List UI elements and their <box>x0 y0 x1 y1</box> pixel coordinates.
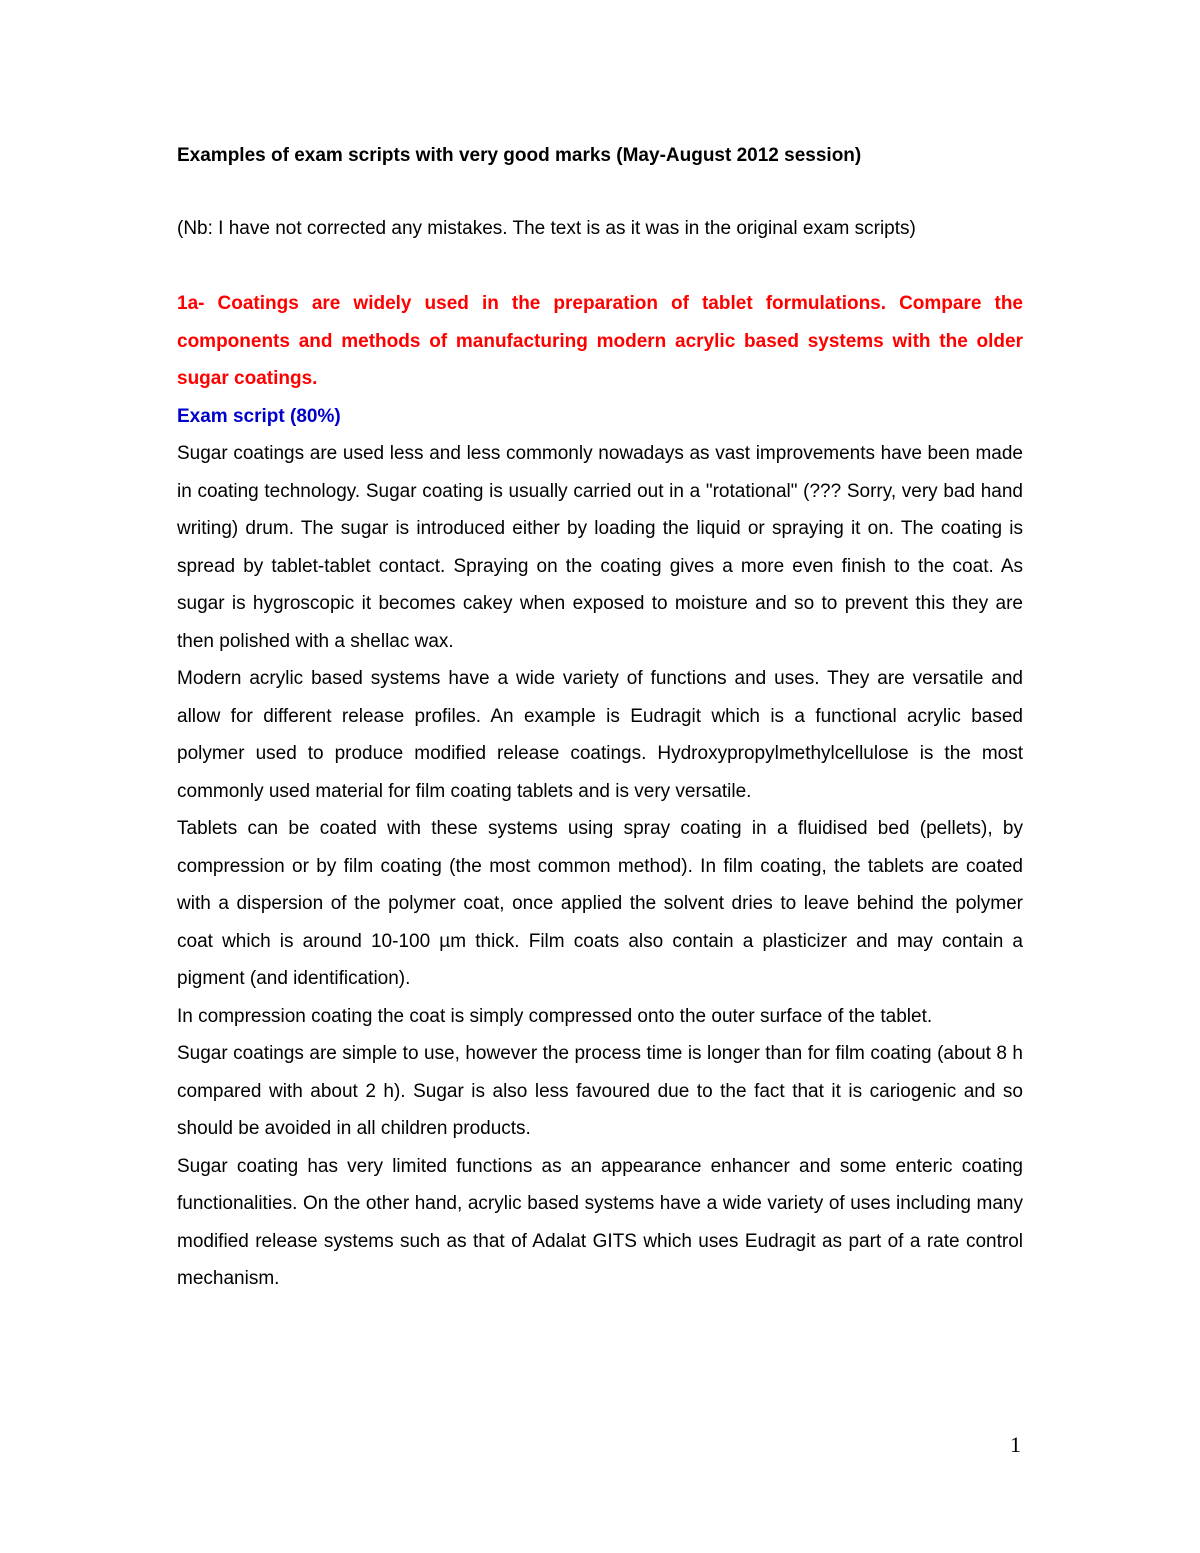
page-content <box>177 138 1023 1298</box>
editor-note: (Nb: I have not corrected any mistakes. The text is as it was in the original exam scripts) <box>177 218 916 239</box>
answer-paragraph: Tablets can be coated with these systems using spray coating in a fluidised bed (pellets), by compression or by film coating (the most common method). In film coating, the tablets are coated with a dispersion of the polymer coat, once applied the solvent dries to leave behind the polymer coat which is around 10-100 µm thick. Film coats also contain a plasticizer and may contain a pigment (and identification). <box>177 818 1023 989</box>
answer-paragraph: Modern acrylic based systems have a wide variety of functions and uses. They are versatile and allow for different release profiles. An example is Eudragit which is a functional acrylic based polymer used to produce modified release coatings. Hydroxypropylmethylcellulose is the most commonly used material for film coating tablets and is very versatile. <box>177 668 1023 802</box>
exam-script-heading: Exam script (80%) <box>177 405 341 427</box>
answer-paragraph: Sugar coating has very limited functions as an appearance enhancer and some enteric coating functionalities. On the other hand, acrylic based systems have a wide variety of uses including many modified release systems such as that of Adalat GITS which uses Eudragit as part of a rate control mechanism. <box>177 1155 1023 1289</box>
page-number: 1 <box>1010 1432 1021 1457</box>
answer-paragraph: Sugar coatings are used less and less commonly nowadays as vast improvements have been made in coating technology. Sugar coating is usually carried out in a "rotational" (??? Sorry, very bad hand writing) drum. The sugar is introduced either by loading the liquid or spraying it on. The coating is spread by tablet-tablet contact. Spraying on the coating gives a more even finish to the coat. As sugar is hygroscopic it becomes cakey when exposed to moisture and so to prevent this they are then polished with a shellac wax. <box>177 443 1023 652</box>
exam-question: 1a- Coatings are widely used in the preparation of tablet formulations. Compare the components and methods of manufacturing modern acrylic based systems with the older sugar coatings. <box>177 293 1023 389</box>
answer-paragraph: In compression coating the coat is simply compressed onto the outer surface of the tablet. <box>177 1005 933 1027</box>
answer-paragraph: Sugar coatings are simple to use, however the process time is longer than for film coating (about 8 h compared with about 2 h). Sugar is also less favoured due to the fact that it is cariogenic and so should be avoided in all children products. <box>177 1043 1023 1139</box>
document-title: Examples of exam scripts with very good marks (May-August 2012 session) <box>177 145 862 166</box>
